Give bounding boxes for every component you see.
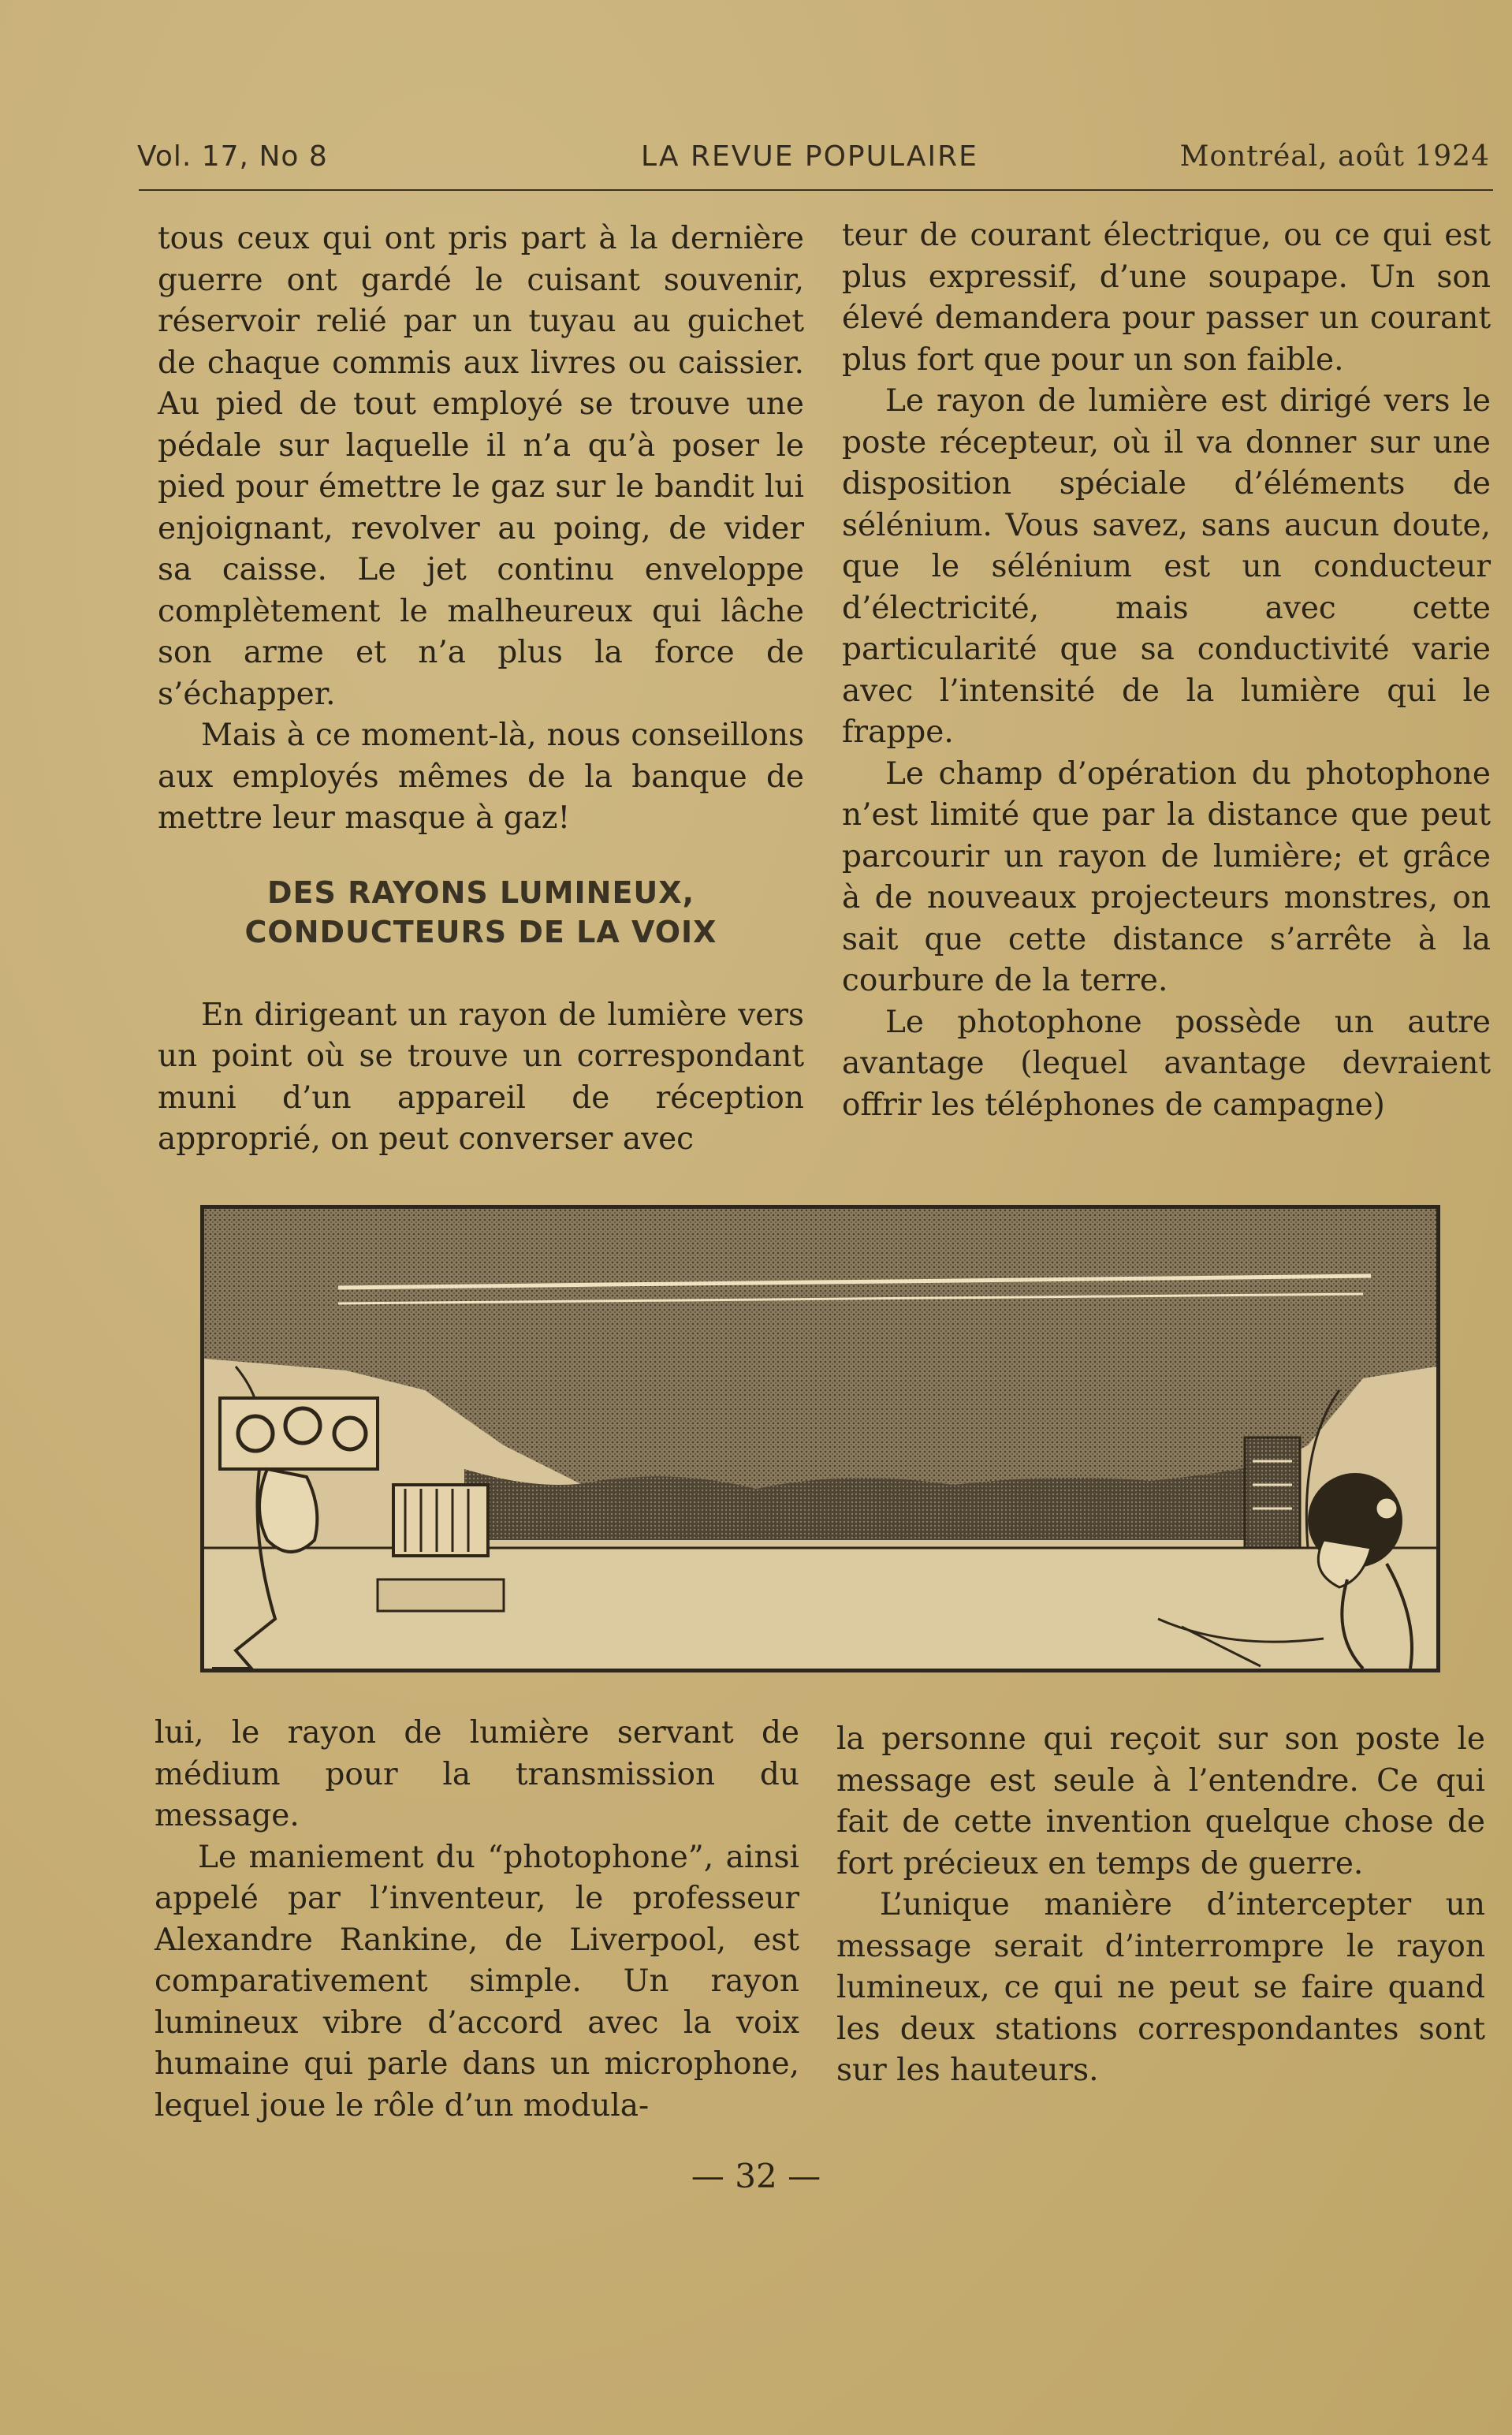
paragraph: teur de courant électrique, ou ce qui est plus expressif, d’une soupape. Un son élevé demandera pour passer un courant plus fort que pour un son faible.	[842, 218, 1491, 378]
paragraph: Le rayon de lumière est dirigé vers le poste récepteur, où il va donner sur une disposition spéciale d’éléments de sélénium. Vous savez, sans aucun doute, que le sélénium est un conducteur d’électricité, mais avec cette particularité que sa conductivité varie avec l’intensité de la lumière qui le frappe.	[842, 383, 1491, 750]
paragraph: la personne qui reçoit sur son poste le message est seule à l’entendre. Ce qui fait de cette invention quelque chose de fort précieux en temps de guerre.	[836, 1721, 1485, 1881]
place-date: Montréal, août 1924	[1179, 140, 1490, 173]
photophone-illustration	[200, 1205, 1440, 1672]
volume-number: Vol. 17, No 8	[137, 140, 328, 173]
paragraph: tous ceux qui ont pris part à la dernière guerre ont gardé le cuisant souvenir, réservoir relié par un tuyau au guichet de chaque commis aux livres ou caissier. Au pied de tout employé se trouve une pédale sur laquelle il n’a qu’à poser le pied pour émettre le gaz sur le bandit lui enjoignant, revolver au poing, de vider sa caisse. Le jet continu enveloppe complètement le malheureux qui lâche son arme et n’a plus la force de s’échapper.	[158, 221, 804, 712]
top-right-column	[842, 215, 1491, 1126]
paragraph: Le champ d’opération du photophone n’est limité que par la distance que peut parcourir un rayon de lumière; et grâce à de nouveaux projecteurs monstres, on sait que cette distance s’arrête à la courbure de la terre.	[842, 755, 1491, 998]
paragraph: L’unique manière d’intercepter un message serait d’interrompre le rayon lumineux, ce qui ne peut se faire quand les deux stations correspondantes sont sur les hauteurs.	[836, 1887, 1485, 2088]
paragraph: Le photophone possède un autre avantage (lequel avantage devraient offrir les téléphones de campagne)	[842, 1004, 1491, 1123]
bottom-left-column	[155, 1713, 799, 2127]
bottom-right-column	[836, 1719, 1485, 2092]
section-heading: DES RAYONS LUMINEUX, CONDUCTEURS DE LA VOIX	[244, 874, 717, 949]
paragraph: En dirigeant un rayon de lumière vers un point où se trouve un correspondant muni d’un appareil de réception approprié, on peut converser avec	[158, 997, 804, 1157]
paragraph: lui, le rayon de lumière servant de médium pour la transmission du message.	[155, 1715, 799, 1833]
paragraph: Mais à ce moment-là, nous conseillons aux employés mêmes de la banque de mettre leur masque à gaz!	[158, 718, 804, 836]
page-number: — 32 —	[691, 2157, 821, 2195]
paragraph: Le maniement du “photophone”, ainsi appelé par l’inventeur, le professeur Alexandre Rankine, de Liverpool, est comparativement simple. Un rayon lumineux vibre d’accord avec la voix humaine qui parle dans un microphone, lequel joue le rôle d’un modula-	[155, 1839, 799, 2124]
running-header	[134, 134, 1490, 181]
header-rule	[139, 189, 1493, 191]
top-left-column	[158, 218, 804, 1161]
publication-title: LA REVUE POPULAIRE	[641, 140, 978, 173]
